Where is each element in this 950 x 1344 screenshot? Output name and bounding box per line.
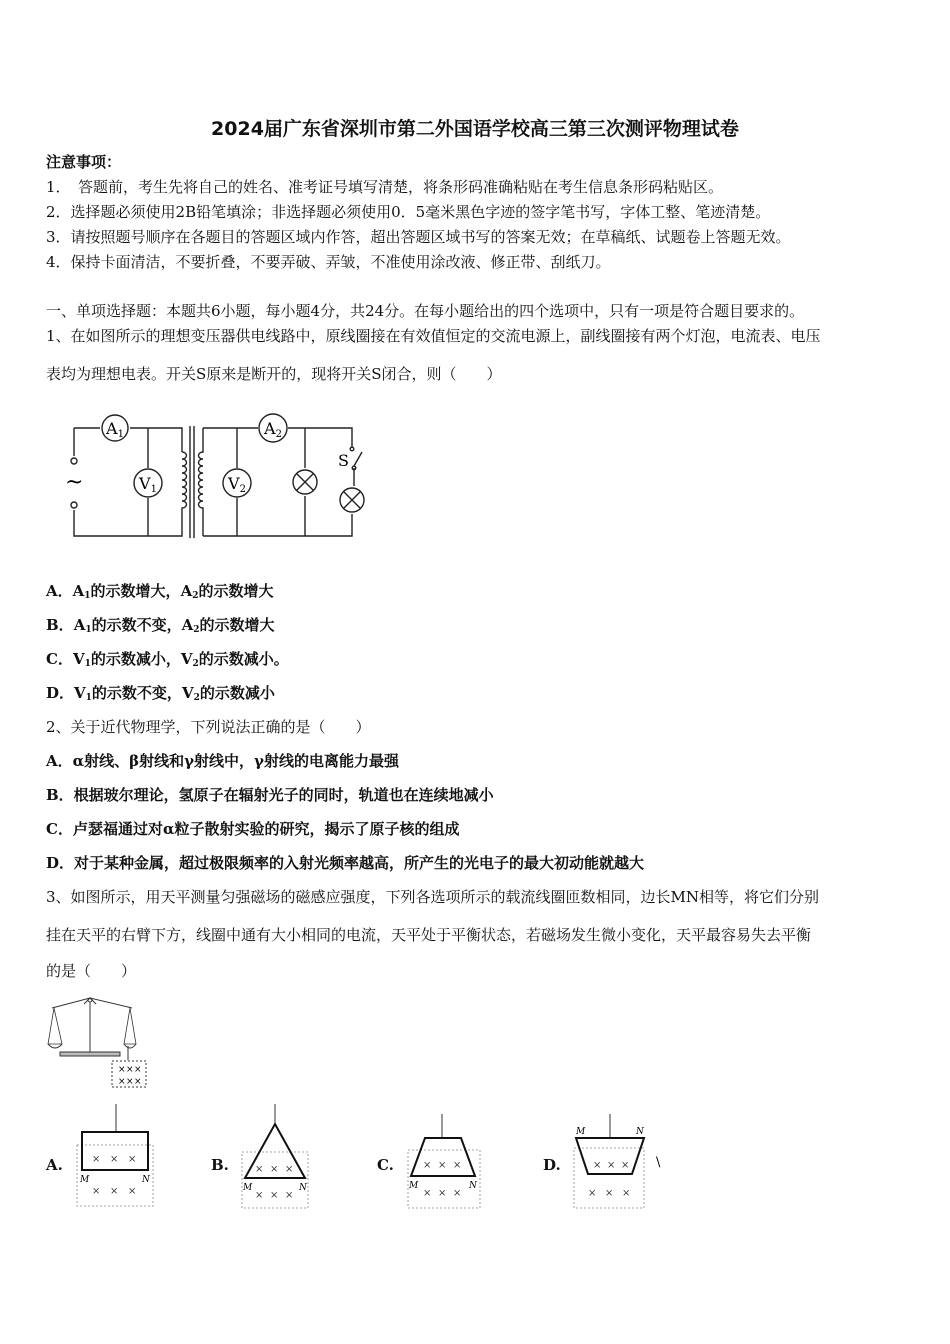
- a-cross-2: ×: [110, 1154, 119, 1165]
- switch-label: S: [338, 451, 349, 470]
- d-cross-5: ×: [605, 1188, 614, 1199]
- balance-cross-5: ×: [126, 1077, 134, 1087]
- q3-choice-b-label: B.: [211, 1156, 229, 1174]
- voltmeter-v1-label: V: [139, 474, 151, 493]
- c-cross-2: ×: [438, 1160, 447, 1171]
- q1-option-c: C．$V_1$的示数减小，$V_2$的示数减小。: [46, 650, 289, 669]
- d-cross-1: ×: [593, 1160, 602, 1171]
- ac-source-symbol: ~: [65, 470, 84, 495]
- balance-cross-2: ×: [126, 1065, 134, 1075]
- svg-text:V2: [227, 474, 246, 495]
- a-label-m: M: [80, 1175, 90, 1185]
- ammeter-a2-label: A: [264, 419, 276, 438]
- d-label-m: M: [576, 1127, 586, 1137]
- balance-cross-3: ×: [134, 1065, 142, 1075]
- ammeter-a2-sub: 2: [275, 429, 282, 440]
- a-cross-5: ×: [110, 1186, 119, 1197]
- q1-stem-line1: 1、在如图所示的理想变压器供电线路中，原线圈接在有效值恒定的交流电源上，副线圈接有两个灯泡，电流表、电压: [46, 327, 821, 345]
- c-cross-1: ×: [423, 1160, 432, 1171]
- voltmeter-v2-label: V: [228, 474, 240, 493]
- b-cross-6: ×: [285, 1190, 294, 1201]
- b-cross-2: ×: [270, 1164, 279, 1175]
- b-cross-1: ×: [255, 1164, 264, 1175]
- d-cross-4: ×: [588, 1188, 597, 1199]
- section-heading: 一、单项选择题：本题共6小题，每小题4分，共24分。在每小题给出的四个选项中，只有一项是符合题目要求的。: [46, 302, 805, 320]
- b-label-m: M: [243, 1183, 253, 1193]
- b-cross-3: ×: [285, 1164, 294, 1175]
- c-cross-4: ×: [423, 1188, 432, 1199]
- d-cross-2: ×: [607, 1160, 616, 1171]
- notice-item-1: 1． 答题前，考生先将自己的姓名、准考证号填写清楚，将条形码准确粘贴在考生信息条形码粘贴区。: [46, 178, 724, 196]
- q2-option-d: D．对于某种金属，超过极限频率的入射光频率越高，所产生的光电子的最大初动能就越大: [46, 854, 645, 872]
- a-cross-6: ×: [128, 1186, 137, 1197]
- d-cross-3: ×: [621, 1160, 630, 1171]
- q3-choice-d-label: D.: [543, 1156, 561, 1174]
- q3-stem-line3: 的是（ ）: [46, 962, 137, 980]
- q1-option-b: B．$A_1$的示数不变，$A_2$的示数增大: [46, 616, 275, 635]
- c-cross-5: ×: [438, 1188, 447, 1199]
- notice-item-4: 4．保持卡面清洁，不要折叠，不要弄破、弄皱，不准使用涂改液、修正带、刮纸刀。: [46, 253, 611, 271]
- a-label-n: N: [142, 1175, 150, 1185]
- q2-option-b: B．根据玻尔理论，氢原子在辐射光子的同时，轨道也在连续地减小: [46, 786, 494, 804]
- q3-coil-d-diagram: [570, 1112, 666, 1210]
- q2-stem: 2、关于近代物理学，下列说法正确的是（ ）: [46, 718, 371, 736]
- balance-cross-6: ×: [134, 1077, 142, 1087]
- q2-option-a: A．α射线、β射线和γ射线中，γ射线的电离能力最强: [46, 752, 399, 770]
- q2-option-c: C．卢瑟福通过对α粒子散射实验的研究，揭示了原子核的组成: [46, 820, 460, 838]
- q3-stem-line1: 3、如图所示，用天平测量匀强磁场的磁感应强度，下列各选项所示的载流线圈匝数相同，边长MN相等，将它们分别: [46, 888, 820, 906]
- q1-circuit-diagram: [60, 408, 380, 543]
- a-cross-3: ×: [128, 1154, 137, 1165]
- a-cross-4: ×: [92, 1186, 101, 1197]
- b-cross-5: ×: [270, 1190, 279, 1201]
- q1-option-a: A．$A_1$的示数增大，$A_2$的示数增大: [46, 582, 274, 601]
- q3-coil-c-diagram: [405, 1112, 483, 1210]
- notice-heading: 注意事项：: [46, 153, 122, 171]
- b-label-n: N: [299, 1183, 307, 1193]
- q3-choice-c-label: C.: [377, 1156, 394, 1174]
- q1-stem-line2: 表均为理想电表。开关S原来是断开的，现将开关S闭合，则（ ）: [46, 365, 502, 383]
- c-label-n: N: [469, 1181, 477, 1191]
- q3-choice-a-label: A.: [46, 1156, 63, 1174]
- balance-cross-1: ×: [118, 1065, 126, 1075]
- svg-text:A2: [263, 419, 282, 440]
- notice-item-3: 3．请按照题号顺序在各题目的答题区域内作答，超出答题区域书写的答案无效；在草稿纸、试题卷上答题无效。: [46, 228, 791, 246]
- d-cross-6: ×: [622, 1188, 631, 1199]
- q3-coil-a-diagram: [74, 1102, 156, 1208]
- svg-text:V1: [138, 474, 157, 495]
- notice-item-2: 2．选择题必须使用2B铅笔填涂；非选择题必须使用0．5毫米黑色字迹的签字笔书写，字体工整、笔迹清楚。: [46, 203, 771, 221]
- c-label-m: M: [409, 1181, 419, 1191]
- svg-text:A1: [105, 419, 124, 440]
- voltmeter-v2-sub: 2: [239, 484, 246, 495]
- page-title: 2024届广东省深圳市第二外国语学校高三第三次测评物理试卷: [211, 118, 739, 140]
- ammeter-a1-sub: 1: [117, 429, 124, 440]
- stray-mark: \: [656, 1155, 661, 1170]
- balance-cross-4: ×: [118, 1077, 126, 1087]
- q1-option-d: D．$V_1$的示数不变，$V_2$的示数减小: [46, 684, 275, 703]
- q3-coil-b-diagram: [239, 1102, 311, 1210]
- c-cross-6: ×: [453, 1188, 462, 1199]
- q3-stem-line2: 挂在天平的右臂下方，线圈中通有大小相同的电流，天平处于平衡状态，若磁场发生微小变化，天平最容易失去平衡: [46, 926, 812, 944]
- ammeter-a1-label: A: [106, 419, 118, 438]
- a-cross-1: ×: [92, 1154, 101, 1165]
- b-cross-4: ×: [255, 1190, 264, 1201]
- voltmeter-v1-sub: 1: [150, 484, 157, 495]
- q3-balance-diagram: [44, 994, 148, 1090]
- d-label-n: N: [636, 1127, 644, 1137]
- c-cross-3: ×: [453, 1160, 462, 1171]
